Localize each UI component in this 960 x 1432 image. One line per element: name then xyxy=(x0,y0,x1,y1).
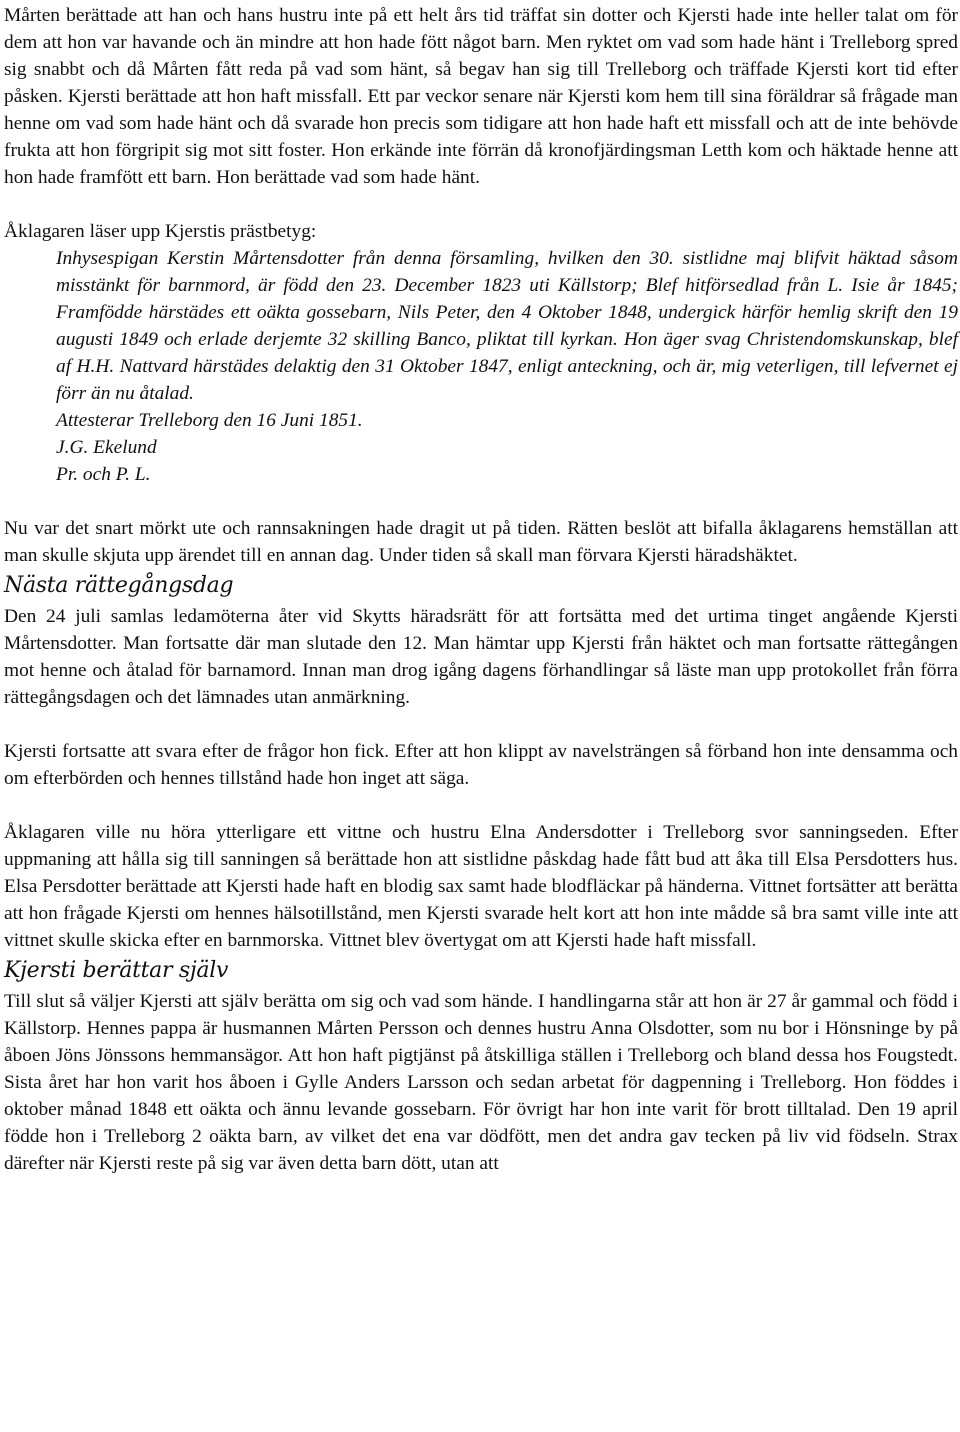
parish-certificate-quote xyxy=(56,245,958,488)
paragraph-kjersti-story: Till slut så väljer Kjersti att själv berätta om sig och vad som hände. I handlingarna står att hon är 27 år gammal och född i Källstorp. Hennes pappa är husmannen Mårten Persson och dennes hustru Anna Olsdotter, som nu bor i Hönsninge by på åboen Jöns Jönssons hemmansägor. Att hon haft pigtjänst på åtskilliga ställen i Trelleborg och bland dessa hos Fougstedt. Sista året har hon varit hos åboen i Gylle Anders Larsson och sedan arbetat för dagpenning i Trelleborg. Hon föddes i oktober månad 1848 ett oäkta och ännu levande gossebarn. För övrigt har hon inte varit för brott tilltalad. Den 19 april födde hon i Trelleborg 2 oäkta barn, av vilket det ena var dödfött, men det andra gav tecken på liv vid födseln. Strax därefter när Kjersti reste på sig var även detta barn dött, utan att xyxy=(4,991,958,1174)
quote-attest: Attesterar Trelleborg den 16 Juni 1851. xyxy=(56,410,363,431)
section-heading-next-trial-day: Nästa rättegångsdag xyxy=(4,573,234,598)
quote-signature: J.G. Ekelund xyxy=(56,437,157,458)
paragraph-kjersti-answers: Kjersti fortsatte att svara efter de frågor hon fick. Efter att hon klippt av navelsträngen så förband hon inte densamma och om efterbörden och hennes tillstånd hade hon inget att säga. xyxy=(4,741,958,789)
paragraph-july-session: Den 24 juli samlas ledamöterna åter vid Skytts häradsrätt för att fortsätta med det urtima tinget angående Kjersti Mårtensdotter. Man fortsatte där man slutade den 12. Man hämtar upp Kjersti från häktet och man fortsatte rättegången mot henne och åtalad för barnamord. Innan man drog igång dagens förhandlingar så läste man upp protokollet från förra rättegångsdagen och det lämnades utan anmärkning. xyxy=(4,606,958,708)
paragraph-adjournment: Nu var det snart mörkt ute och rannsakningen hade dragit ut på tiden. Rätten beslöt att bifalla åklagarens hemställan att man skulle skjuta upp ärendet till en annan dag. Under tiden så skall man förvara Kjersti häradshäktet. xyxy=(4,518,958,566)
paragraph-marten-testimony: Mårten berättade att han och hans hustru inte på ett helt års tid träffat sin dotter och Kjersti hade inte heller talat om för dem att hon var havande och än mindre att hon hade fött något barn. Men ryktet om vad som hade hänt i Trelleborg spred sig snabbt och då Mårten fått reda på vad som hänt, så begav han sig till Trelleborg och träffade Kjersti kort tid efter påsken. Kjersti berättade att hon haft missfall. Ett par veckor senare när Kjersti kom hem till sina föräldrar så frågade man henne om vad som hade hänt och då svarade hon precis som tidigare att hon hade haft ett missfall och att de inte behövde frukta att hon förgripit sig mot sitt foster. Hon erkände inte förrän då kronofjärdingsman Letth kom och häktade henne att hon hade framfött ett barn. Hon berättade vad som hade hänt. xyxy=(4,5,958,188)
quote-text: Inhysespigan Kerstin Mårtensdotter från denna församling, hvilken den 30. sistlidne maj blifvit häktad såsom misstänkt för barnmord, är född den 23. December 1823 uti Källstorp; Blef hitförsedlad från L. Isie år 1845; Framfödde härstädes ett oäkta gossebarn, Nils Peter, den 4 Oktober 1848, undergick härför hemlig skrift den 19 augusti 1849 och erlade derjemte 32 skilling Banco, pliktat till kyrkan. Hon äger svag Christendomskunskap, blef af H.H. Nattvard härstädes delaktig den 31 Oktober 1847, enligt anteckning, och är, mig veterligen, till lefvernet ej förr än nu åtalad. xyxy=(56,248,958,404)
quote-title: Pr. och P. L. xyxy=(56,464,151,485)
section-heading-kjersti-tells: Kjersti berättar själv xyxy=(4,958,229,983)
paragraph-witness-elna: Åklagaren ville nu höra ytterligare ett vittne och hustru Elna Andersdotter i Trelleborg svor sanningseden. Efter uppmaning att hålla sig till sanningen så berättade hon att sistlidne påskdag hade fått bud att åka till Elsa Persdotters hus. Elsa Persdotter berättade att Kjersti hade haft en blodig sax samt hade blodfläckar på händerna. Vittnet fortsätter att berätta att hon frågade Kjersti om hennes hälsotillstånd, men Kjersti svarade helt kort att hon inte mådde så bra samt ville inte att vittnet skulle skicka efter en barnmorska. Vittnet blev övertygat om att Kjersti hade haft missfall. xyxy=(4,822,958,951)
paragraph-prosecutor-reads: Åklagaren läser upp Kjerstis prästbetyg: xyxy=(4,221,317,242)
